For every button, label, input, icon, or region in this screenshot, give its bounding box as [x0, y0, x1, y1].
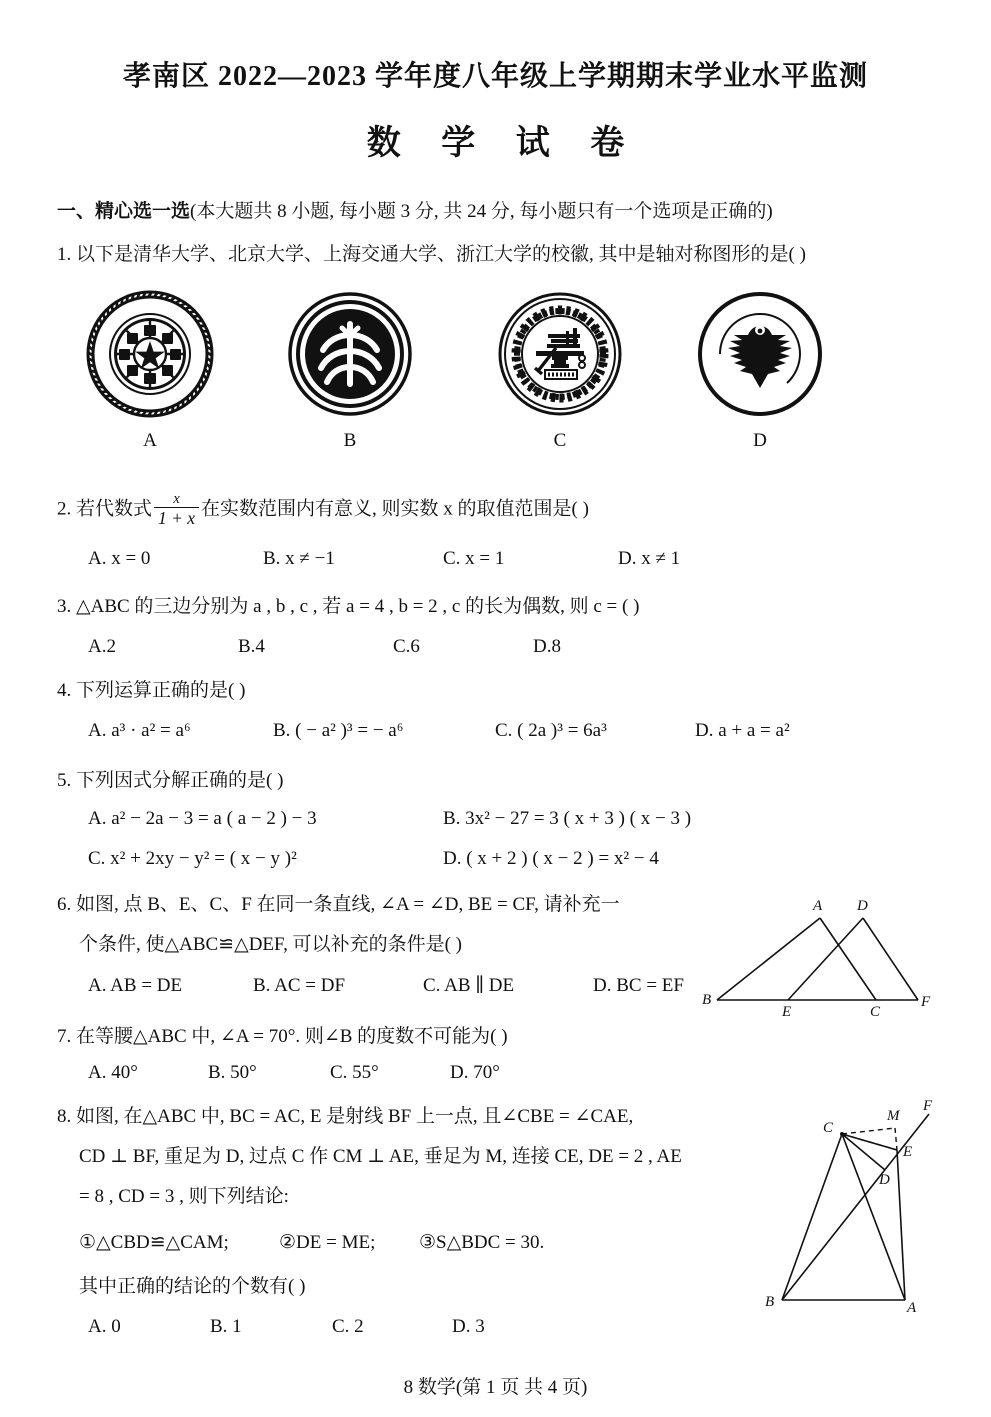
- question-4-options: [88, 720, 790, 742]
- question-2: [57, 492, 589, 528]
- label-C: C: [823, 1120, 834, 1136]
- emblem-option-c-label: C: [553, 430, 567, 451]
- question-5-stem: 下列因式分解正确的是( ): [76, 770, 284, 791]
- question-1-stem: 以下是清华大学、北京大学、上海交通大学、浙江大学的校徽, 其中是轴对称图形的是( ): [76, 244, 806, 265]
- page-footer: 8 数学(第 1 页 共 4 页): [403, 1377, 588, 1398]
- question-7-stem: 在等腰△ABC 中, ∠A = 70°. 则∠B 的度数不可能为( ): [76, 1026, 508, 1047]
- label-B: B: [765, 1294, 775, 1310]
- question-4-option-b[interactable]: B. ( − a² )³ = − a⁶: [273, 720, 404, 741]
- page-subtitle: 数 学 试 卷: [366, 125, 641, 162]
- label-E: E: [903, 1144, 913, 1160]
- question-6-option-d[interactable]: D. BC = EF: [593, 975, 684, 996]
- fraction-denominator: 1 + x: [158, 508, 196, 529]
- question-8-option-a[interactable]: A. 0: [88, 1316, 121, 1337]
- question-8-line-5: [79, 1272, 305, 1302]
- question-4-option-c[interactable]: C. ( 2a )³ = 6a³: [495, 720, 607, 741]
- label-F: F: [923, 1098, 933, 1114]
- question-7-option-c[interactable]: C. 55°: [330, 1062, 379, 1083]
- emblem-option-b-label: B: [343, 430, 357, 451]
- question-2-stem-part-b: 在实数范围内有意义, 则实数 x 的取值范围是( ): [201, 498, 589, 520]
- section-heading: [57, 196, 773, 223]
- question-2-number: 2.: [57, 498, 72, 520]
- question-7-options: [88, 1062, 500, 1084]
- label-F: F: [921, 994, 931, 1010]
- question-8-figure: [757, 1092, 957, 1332]
- page-title: 孝南区 2022—2023 学年度八年级上学期期末学业水平监测: [122, 61, 868, 92]
- label-E: E: [782, 1004, 792, 1018]
- question-1: [57, 240, 806, 270]
- question-3: [57, 592, 639, 622]
- emblem-option-d-label: D: [753, 430, 767, 451]
- question-8-option-d[interactable]: D. 3: [452, 1316, 485, 1337]
- question-5-options-row-1: [88, 808, 691, 830]
- question-8-stem-line-3: = 8 , CD = 3 , 则下列结论:: [79, 1186, 289, 1207]
- question-6-option-b[interactable]: B. AC = DF: [253, 975, 346, 996]
- question-7-option-a[interactable]: A. 40°: [88, 1062, 138, 1083]
- question-2-option-c[interactable]: C. x = 1: [443, 548, 505, 569]
- question-8-conclusion-2: ②DE = ME;: [279, 1232, 376, 1253]
- emblem-option-c[interactable]: [490, 288, 630, 452]
- question-6-options: [88, 974, 684, 997]
- emblem-option-d[interactable]: [690, 288, 830, 452]
- question-5-option-a[interactable]: A. a² − 2a − 3 = a ( a − 2 ) − 3: [88, 808, 317, 829]
- question-1-number: 1.: [57, 244, 72, 265]
- question-8-options: [88, 1316, 485, 1338]
- question-4-stem: 下列运算正确的是( ): [76, 680, 246, 701]
- question-3-option-d[interactable]: D.8: [533, 636, 561, 657]
- zhejiang-university-emblem-icon: [690, 288, 830, 424]
- sjtu-emblem-icon: [490, 288, 630, 424]
- emblem-option-a[interactable]: [80, 288, 220, 452]
- section-heading-detail: (本大题共 8 小题, 每小题 3 分, 共 24 分, 每小题只有一个选项是正确的): [190, 201, 773, 222]
- question-8-option-b[interactable]: B. 1: [210, 1316, 242, 1337]
- question-6-diagram-icon: [700, 888, 935, 1018]
- question-8-stem-line-1: 如图, 在△ABC 中, BC = AC, E 是射线 BF 上一点, 且∠CBE = ∠CAE,: [76, 1106, 634, 1127]
- question-2-options: [88, 548, 680, 570]
- question-8-line-2: [79, 1142, 682, 1172]
- question-6-stem-line-1: 如图, 点 B、E、C、F 在同一条直线, ∠A = ∠D, BE = CF, 请补充一: [76, 894, 620, 915]
- question-5-option-d[interactable]: D. ( x + 2 ) ( x − 2 ) = x² − 4: [443, 848, 659, 869]
- label-A: A: [907, 1300, 917, 1316]
- question-5-number: 5.: [57, 770, 72, 791]
- question-2-fraction: [154, 492, 199, 528]
- question-6-stem-line-2: 个条件, 使△ABC≌△DEF, 可以补充的条件是( ): [79, 934, 462, 955]
- emblem-option-a-label: A: [143, 430, 157, 451]
- label-D: D: [857, 898, 868, 914]
- question-6-number: 6.: [57, 894, 72, 915]
- question-6-option-a[interactable]: A. AB = DE: [88, 975, 183, 996]
- question-2-stem-part-a: 若代数式: [76, 498, 153, 520]
- question-5-options-row-2: [88, 848, 659, 870]
- question-7-number: 7.: [57, 1026, 72, 1047]
- question-4-option-d[interactable]: D. a + a = a²: [695, 720, 790, 741]
- peking-university-emblem-icon: [280, 288, 420, 424]
- section-heading-label: 一、精心选一选: [57, 201, 191, 222]
- question-8-number: 8.: [57, 1106, 72, 1127]
- question-5-option-b[interactable]: B. 3x² − 27 = 3 ( x + 3 ) ( x − 3 ): [443, 808, 692, 829]
- question-7-option-b[interactable]: B. 50°: [208, 1062, 257, 1083]
- question-8-line-1: [57, 1102, 633, 1132]
- label-B: B: [702, 992, 712, 1008]
- question-8-conclusion-1: ①△CBD≌△CAM;: [79, 1232, 229, 1253]
- question-3-stem: △ABC 的三边分别为 a , b , c , 若 a = 4 , b = 2 , c 的长为偶数, 则 c = ( ): [76, 596, 640, 617]
- fraction-numerator: x: [173, 491, 180, 507]
- question-6-figure: [700, 888, 935, 1023]
- question-3-option-b[interactable]: B.4: [238, 636, 265, 657]
- question-8-stem-line-2: CD ⊥ BF, 重足为 D, 过点 C 作 CM ⊥ AE, 垂足为 M, 连接 CE, DE = 2 , AE: [79, 1146, 682, 1167]
- question-8-conclusion-3: ③S△BDC = 30.: [419, 1232, 545, 1253]
- label-M: M: [887, 1108, 900, 1124]
- question-8-diagram-icon: [757, 1092, 957, 1327]
- question-3-option-a[interactable]: A.2: [88, 636, 116, 657]
- label-A: A: [813, 898, 823, 914]
- question-8-line-3: [79, 1182, 289, 1212]
- question-8-stem-line-5: 其中正确的结论的个数有( ): [79, 1276, 306, 1297]
- question-4-number: 4.: [57, 680, 72, 701]
- question-3-options: [88, 636, 561, 658]
- question-2-option-a[interactable]: A. x = 0: [88, 548, 151, 569]
- question-2-option-b[interactable]: B. x ≠ −1: [263, 548, 335, 569]
- question-8-option-c[interactable]: C. 2: [332, 1316, 364, 1337]
- label-C: C: [870, 1004, 881, 1018]
- question-6-line-2: [79, 930, 462, 960]
- question-3-option-c[interactable]: C.6: [393, 636, 420, 657]
- question-8-conclusions: [79, 1228, 544, 1258]
- label-D: D: [879, 1172, 890, 1188]
- question-6-option-c[interactable]: C. AB ∥ DE: [423, 975, 515, 996]
- question-5: [57, 766, 283, 796]
- question-2-option-d[interactable]: D. x ≠ 1: [618, 548, 681, 569]
- question-3-number: 3.: [57, 596, 72, 617]
- question-4-option-a[interactable]: A. a³ · a² = a⁶: [88, 720, 191, 741]
- question-5-option-c[interactable]: C. x² + 2xy − y² = ( x − y )²: [88, 848, 297, 869]
- question-4: [57, 676, 245, 706]
- question-7-option-d[interactable]: D. 70°: [450, 1062, 500, 1083]
- question-6-line-1: [57, 890, 620, 920]
- tsinghua-emblem-icon: [80, 288, 220, 424]
- emblem-option-b[interactable]: [280, 288, 420, 452]
- question-7: [57, 1022, 508, 1052]
- question-1-emblem-row: [0, 288, 991, 468]
